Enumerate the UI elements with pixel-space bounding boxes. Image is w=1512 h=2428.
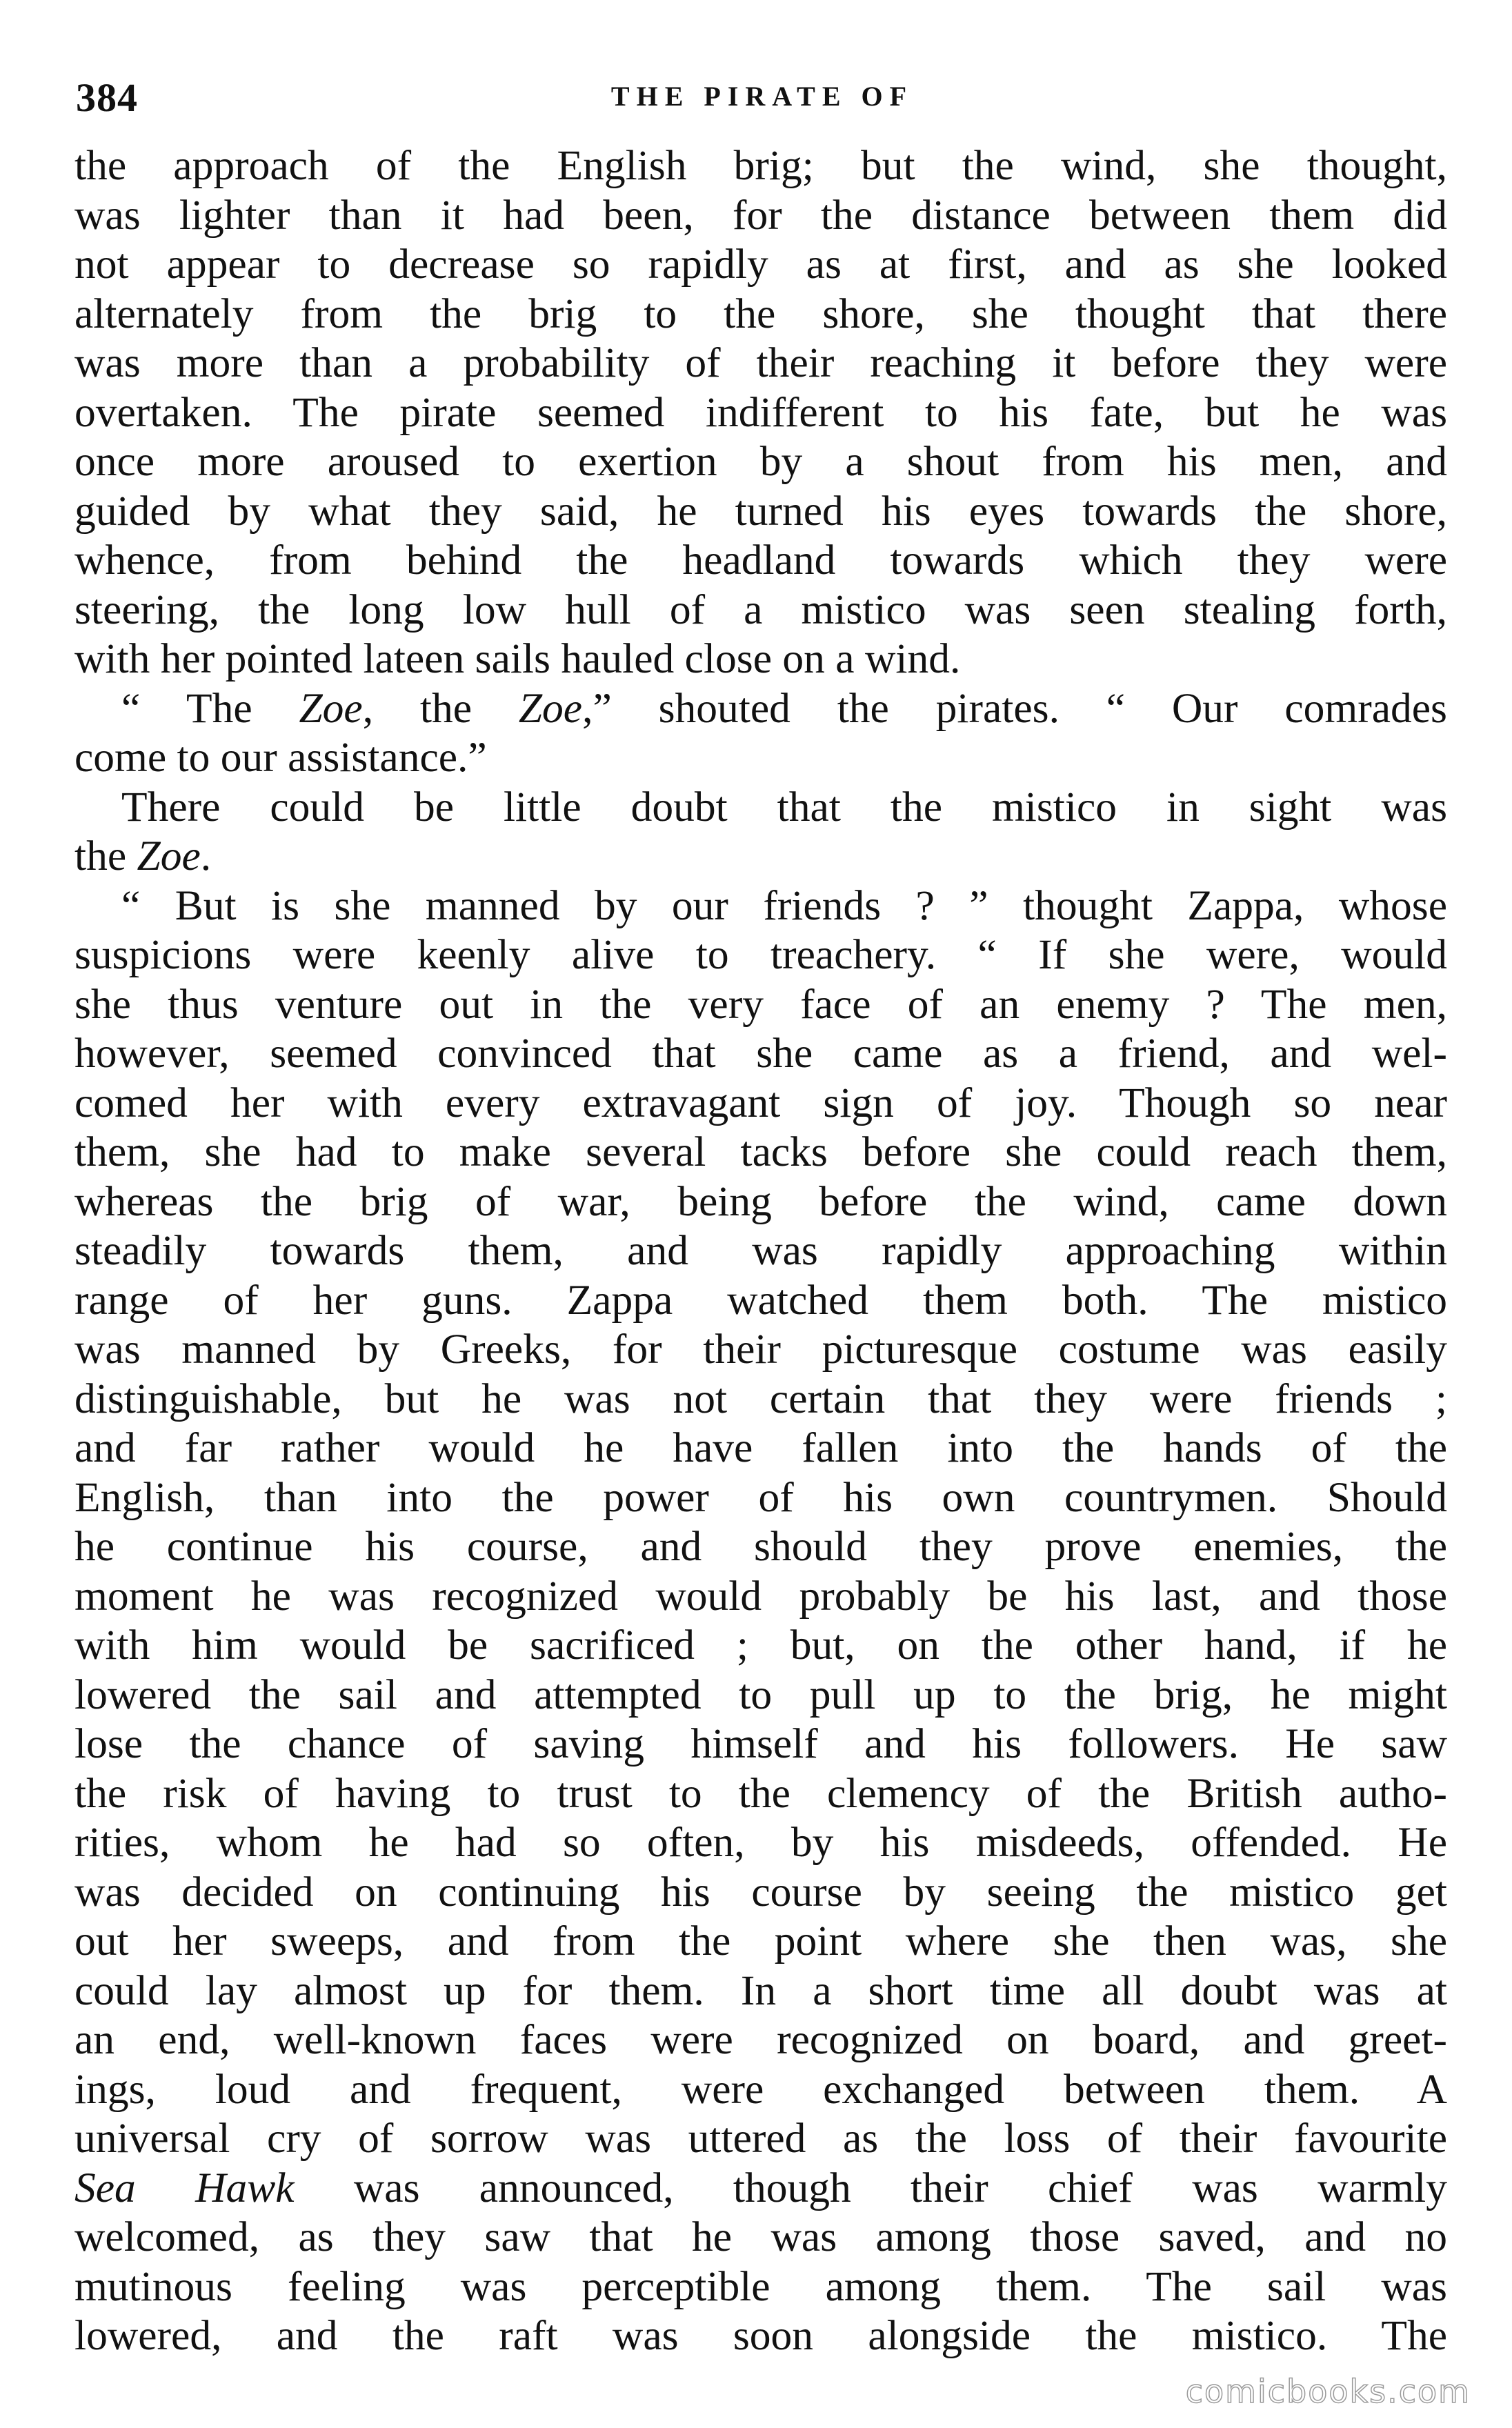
text-line: an end, well-known faces were recognized on board, and greet-	[74, 2016, 1447, 2063]
text-line: he continue his course, and should they prove enemies, the	[74, 1523, 1447, 1570]
text-line: lose the chance of saving himself and his followers. He saw	[74, 1720, 1447, 1767]
text-line: whence, from behind the headland towards which they were	[74, 537, 1447, 584]
text-line: alternately from the brig to the shore, she thought that there	[74, 290, 1447, 337]
text-line: the approach of the English brig; but the wind, she thought,	[74, 142, 1447, 189]
text-line: she thus venture out in the very face of an enemy ? The men,	[74, 980, 1447, 1028]
text-line: was decided on continuing his course by seeing the mistico get	[74, 1868, 1447, 1915]
text-line: could lay almost up for them. In a short time all doubt was at	[74, 1967, 1447, 2014]
text-line: the Zoe.	[74, 833, 212, 879]
text-line: lowered, and the raft was soon alongside the mistico. The	[74, 2312, 1447, 2359]
text-line: suspicions were keenly alive to treachery. “ If she were, would	[74, 931, 1447, 978]
text-line: with him would be sacrificed ; but, on the other hand, if he	[74, 1622, 1447, 1669]
text-line: the risk of having to trust to the clemency of the British autho-	[74, 1769, 1447, 1817]
text-line: and far rather would he have fallen into the hands of the	[74, 1424, 1447, 1471]
text-line: once more aroused to exertion by a shout from his men, and	[74, 438, 1447, 485]
text-line: universal cry of sorrow was uttered as the loss of their favourite	[74, 2115, 1447, 2162]
text-line: welcomed, as they saw that he was among those saved, and no	[74, 2213, 1447, 2260]
body-text	[74, 141, 1447, 2361]
page-number: 384	[76, 75, 138, 120]
text-line: There could be little doubt that the mistico in sight was	[121, 783, 1447, 830]
text-line: come to our assistance.”	[74, 734, 487, 781]
text-line: English, than into the power of his own countrymen. Should	[74, 1473, 1447, 1521]
text-line: steering, the long low hull of a mistico was seen stealing forth,	[74, 586, 1447, 633]
text-line: was manned by Greeks, for their picturesque costume was easily	[74, 1326, 1447, 1373]
text-line: Sea Hawk was announced, though their chief was warmly	[74, 2164, 1447, 2211]
text-line: was more than a probability of their reaching it before they were	[74, 339, 1447, 386]
text-line: with her pointed lateen sails hauled close on a wind.	[74, 635, 961, 682]
text-line: lowered the sail and attempted to pull up to the brig, he might	[74, 1671, 1447, 1718]
text-line: moment he was recognized would probably be his last, and those	[74, 1572, 1447, 1620]
text-line: “ The Zoe, the Zoe,” shouted the pirates. “ Our comrades	[121, 684, 1447, 732]
text-line: not appear to decrease so rapidly as at first, and as she looked	[74, 241, 1447, 288]
text-line: rities, whom he had so often, by his misdeeds, offended. He	[74, 1819, 1447, 1866]
text-line: overtaken. The pirate seemed indifferent to his fate, but he was	[74, 388, 1447, 436]
page-header	[76, 74, 1449, 123]
text-line: whereas the brig of war, being before the wind, came down	[74, 1177, 1447, 1225]
text-line: range of her guns. Zappa watched them both. The mistico	[74, 1276, 1447, 1324]
text-line: “ But is she manned by our friends ? ” thought Zappa, whose	[121, 882, 1447, 929]
text-line: was lighter than it had been, for the distance between them did	[74, 191, 1447, 239]
text-line: steadily towards them, and was rapidly approaching within	[74, 1227, 1447, 1274]
text-line: however, seemed convinced that she came as a friend, and wel-	[74, 1030, 1447, 1077]
running-head: THE PIRATE OF	[610, 81, 914, 112]
text-line: distinguishable, but he was not certain that they were friends ;	[74, 1375, 1447, 1422]
text-line: them, she had to make several tacks before she could reach them,	[74, 1128, 1447, 1175]
text-line: comed her with every extravagant sign of joy. Though so near	[74, 1079, 1447, 1126]
watermark: comicbooks.com	[1185, 2373, 1471, 2410]
text-line: ings, loud and frequent, were exchanged between them. A	[74, 2065, 1447, 2113]
text-line: guided by what they said, he turned his eyes towards the shore,	[74, 487, 1447, 535]
text-line: mutinous feeling was perceptible among them. The sail was	[74, 2262, 1447, 2310]
text-line: out her sweeps, and from the point where she then was, she	[74, 1918, 1447, 1964]
